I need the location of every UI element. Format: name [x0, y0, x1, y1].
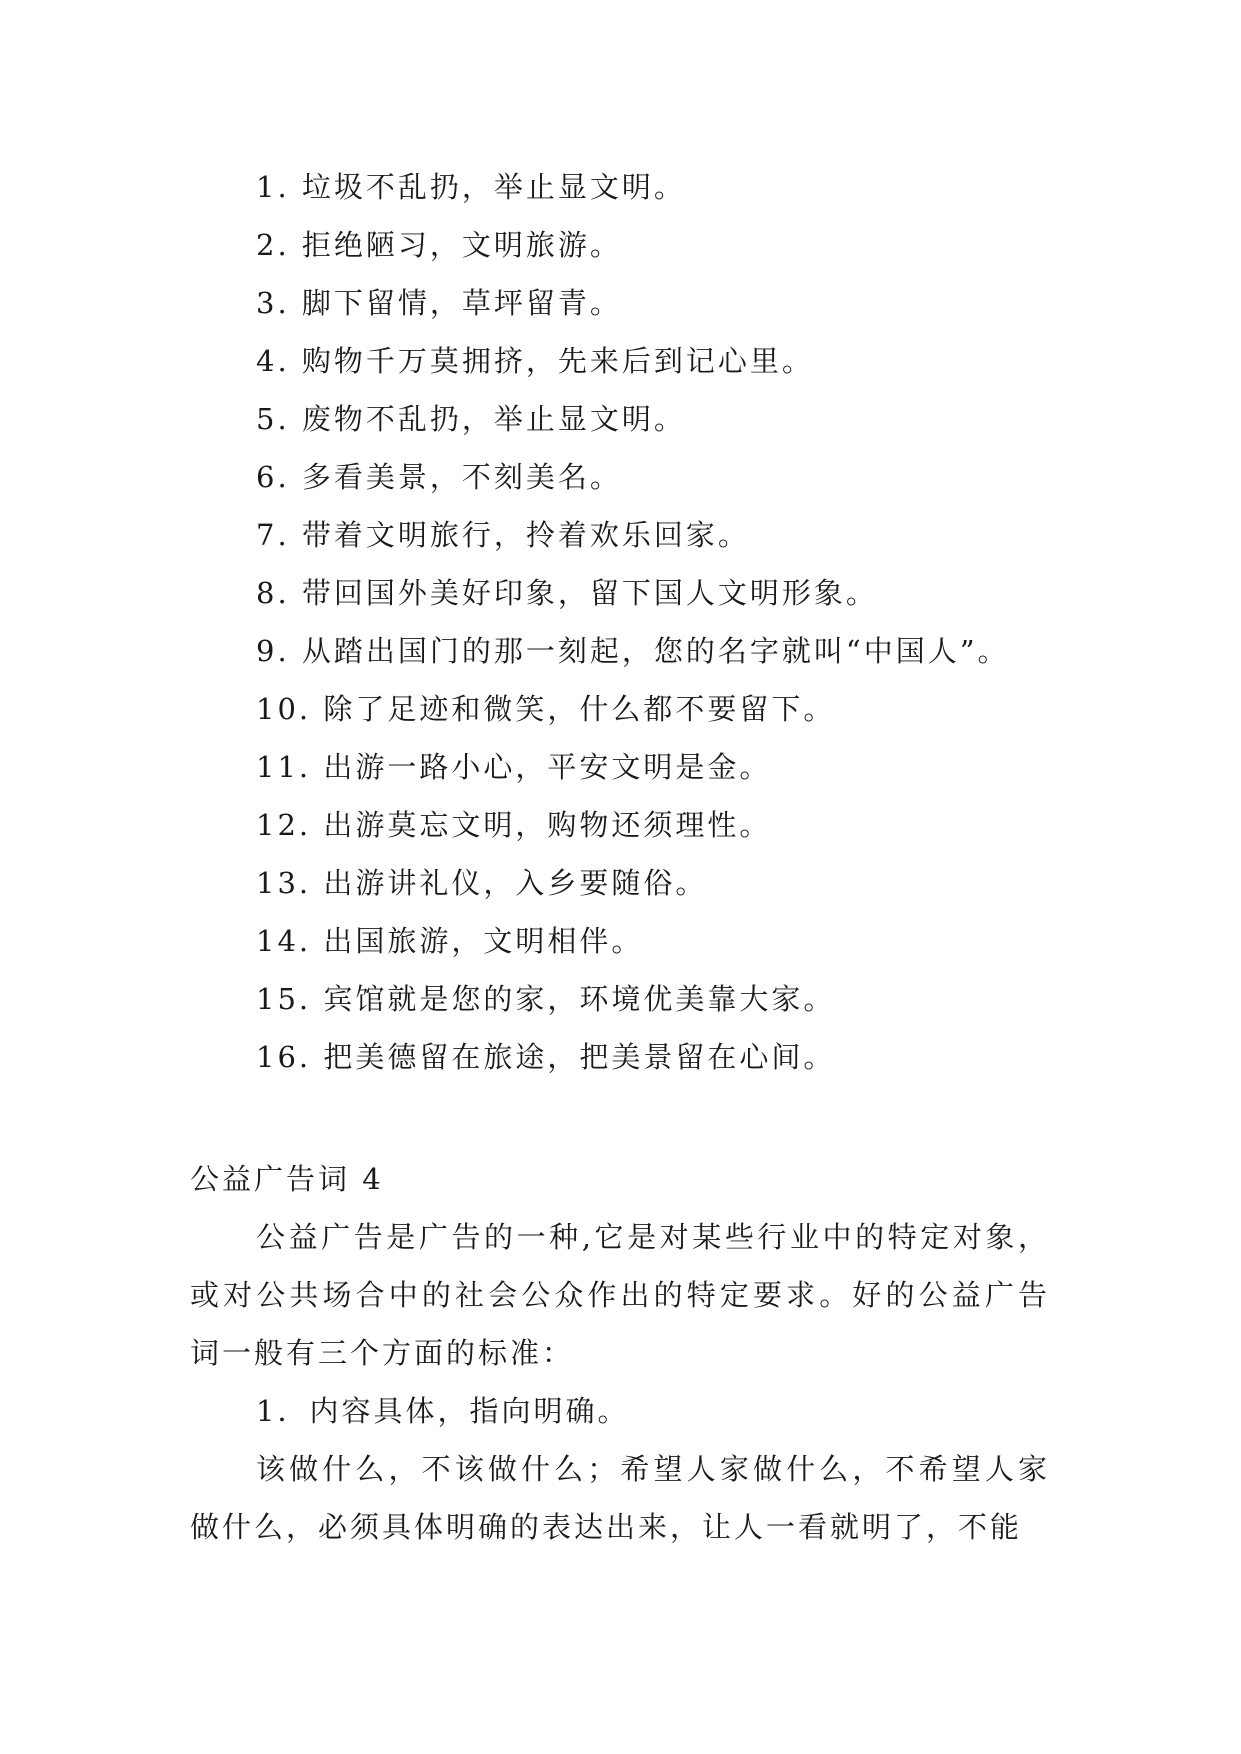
list-item: 12. 出游莫忘文明，购物还须理性。: [256, 808, 772, 842]
point-body-paragraph: 该做什么，不该做什么；希望人家做什么，不希望人家做什么，必须具体明确的表达出来，让人一看就明了，不能: [190, 1452, 1050, 1544]
list-item: 6. 多看美景，不刻美名。: [256, 460, 622, 494]
list-item: 2. 拒绝陋习，文明旅游。: [256, 228, 622, 262]
list-item: 3. 脚下留情，草坪留青。: [256, 286, 622, 320]
list-item: 16. 把美德留在旅途，把美景留在心间。: [256, 1040, 836, 1074]
list-item: 8. 带回国外美好印象，留下国人文明形象。: [256, 576, 878, 610]
section-public-service-ads: [190, 1150, 1050, 1556]
list-item: 10. 除了足迹和微笑，什么都不要留下。: [256, 692, 836, 726]
list-item: 15. 宾馆就是您的家，环境优美靠大家。: [256, 982, 836, 1016]
list-item: 5. 废物不乱扔，举止显文明。: [256, 402, 686, 436]
section-title: 公益广告词 4: [190, 1162, 384, 1196]
list-item: 13. 出游讲礼仪，入乡要随俗。: [256, 866, 708, 900]
list-item: 4. 购物千万莫拥挤，先来后到记心里。: [256, 344, 814, 378]
point-heading: 1．内容具体，指向明确。: [256, 1394, 630, 1428]
list-item: 1. 垃圾不乱扔，举止显文明。: [256, 170, 686, 204]
list-item: 11. 出游一路小心，平安文明是金。: [256, 750, 772, 784]
intro-paragraph: 公益广告是广告的一种,它是对某些行业中的特定对象，或对公共场合中的社会公众作出的特定要求。好的公益广告词一般有三个方面的标准：: [190, 1220, 1050, 1370]
list-item: 9. 从踏出国门的那一刻起，您的名字就叫“中国人”。: [256, 634, 1010, 668]
list-item: 14. 出国旅游，文明相伴。: [256, 924, 644, 958]
list-item: 7. 带着文明旅行，拎着欢乐回家。: [256, 518, 750, 552]
slogan-list: [256, 158, 1010, 1086]
